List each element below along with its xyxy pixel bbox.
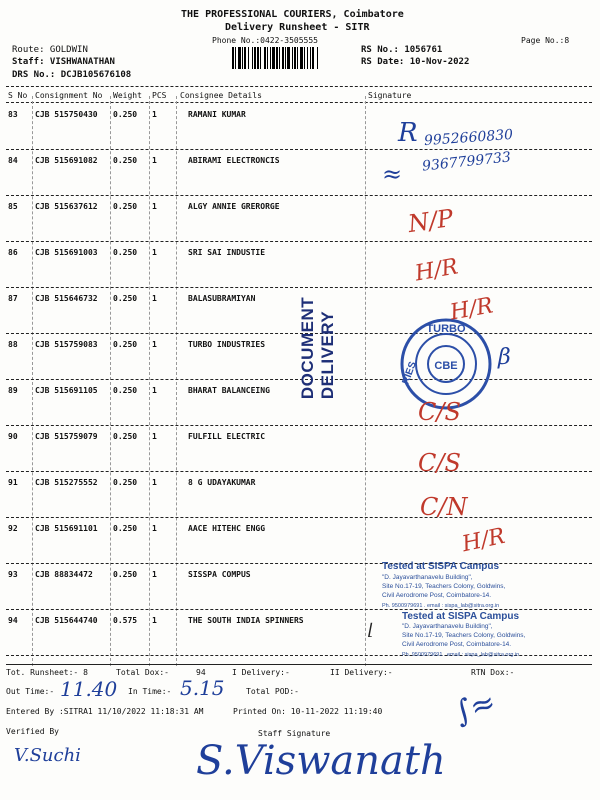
col-consignment: Consignment No [35,91,103,100]
col-consignee: Consignee Details [180,91,262,100]
document-delivery-text: DOCUMENT DELIVERY [298,296,337,400]
row-consignment: CJB 88834472 [35,570,93,579]
row-pcs: 1 [152,110,157,119]
sisspa-stamp2-line3: Civil Aerodrome Post, Coimbatore-14. [402,641,512,648]
row-pcs: 1 [152,386,157,395]
row-divider [6,195,592,196]
row-divider [6,425,592,426]
row-sno: 83 [8,110,18,119]
total-pod: Total POD:- [246,687,299,696]
out-time-value: 11.40 [60,677,118,701]
row-weight: 0.250 [113,202,138,211]
mark-hr-1: H/R [413,254,461,287]
row-weight: 0.575 [113,616,138,625]
mark-hr-2: H/R [448,293,496,326]
row-pcs: 1 [152,294,157,303]
entered-by: Entered By :SITRA1 11/10/2022 11:18:31 AM [6,707,204,716]
handwritten-phone-2: 9367799733 [421,149,512,175]
column-guide [149,96,150,666]
mark-cn: C/N [420,493,468,521]
row-divider [6,287,592,288]
row-weight: 0.250 [113,386,138,395]
row-pcs: 1 [152,478,157,487]
row-consignment: CJB 515750430 [35,110,98,119]
ii-delivery: II Delivery:- [330,668,393,677]
row-pcs: 1 [152,570,157,579]
row-consignee: THE SOUTH INDIA SPINNERS [188,616,304,625]
col-signature: Signature [368,91,412,100]
row-consignee: 8 G UDAYAKUMAR [188,478,256,487]
col-weight: Weight [113,91,142,100]
sisspa-stamp2-line1: "D. Jayavarthanavelu Building", [402,623,493,630]
row-divider [6,609,592,610]
in-time-label: In Time:- [128,687,172,696]
sisspa-stamp-line4: Ph. 9500979691 . email : sispa_lab@sitra.org.in [382,603,500,609]
row-consignee: ABIRAMI ELECTRONCIS [188,156,280,165]
row-consignment: CJB 515644740 [35,616,98,625]
row-consignment: CJB 515275552 [35,478,98,487]
row-weight: 0.250 [113,110,138,119]
column-guide [176,96,177,666]
verified-signature: V.Suchi [14,745,81,766]
sisspa-stamp-line2: Site No.17-19, Teachers Colony, Goldwins, [382,583,506,590]
row-consignment: CJB 515759079 [35,432,98,441]
in-time-value: 5.15 [180,676,225,700]
row-sno: 89 [8,386,18,395]
row-sno: 84 [8,156,18,165]
row-pcs: 1 [152,432,157,441]
sisspa-stamp2-line2: Site No.17-19, Teachers Colony, Goldwins, [402,632,526,639]
col-pcs: PCS [152,91,167,100]
row-sno: 86 [8,248,18,257]
document-title: Delivery Runsheet - SITR [225,22,370,33]
row-consignment: CJB 515637612 [35,202,98,211]
signature-row-88: β [498,345,511,370]
signature-row-83: R [398,118,418,148]
row-weight: 0.250 [113,524,138,533]
row-sno: 93 [8,570,18,579]
row-consignee: BALASUBRAMIYAN [188,294,256,303]
stamp-left-text: RIES [400,360,419,386]
row-consignment: CJB 515691003 [35,248,98,257]
row-weight: 0.250 [113,340,138,349]
row-consignee: SISSPA COMPUS [188,570,251,579]
row-divider [6,563,592,564]
column-guide [110,96,111,666]
barcode-bar [318,47,319,69]
column-guide [365,96,366,666]
row-consignee: FULFILL ELECTRIC [188,432,266,441]
rtn-dox: RTN Dox:- [471,668,515,677]
row-sno: 91 [8,478,18,487]
mark-hr-3: H/R [459,523,508,558]
barcode [232,47,358,69]
row-weight: 0.250 [113,248,138,257]
row-pcs: 1 [152,202,157,211]
row-pcs: 1 [152,524,157,533]
route: Route: GOLDWIN [12,45,88,55]
phone-number: Phone No.:0422-3505555 [212,36,318,45]
row-pcs: 1 [152,340,157,349]
row-weight: 0.250 [113,432,138,441]
drs-number: DRS No.: DCJB105676108 [12,70,132,80]
verified-by: Verified By [6,727,59,736]
sisspa-stamp2-line4: Ph. 9500979691 . email : sispa_lab@sitra.org.in [402,652,520,658]
row-consignment: CJB 515646732 [35,294,98,303]
rs-date: RS Date: 10-Nov-2022 [361,57,470,67]
handwritten-phone-1: 9952660830 [423,126,514,150]
tot-runsheet: Tot. Runsheet:- 8 [6,668,88,677]
row-weight: 0.250 [113,294,138,303]
sisspa-stamp-line3: Civil Aerodrome Post, Coimbatore-14. [382,592,492,599]
out-time-label: Out Time:- [6,687,55,696]
row-divider [6,241,592,242]
row-sno: 94 [8,616,18,625]
mark-cs-2: C/S [418,449,461,477]
row-consignee: RAMANI KUMAR [188,110,246,119]
row-consignment: CJB 515759083 [35,340,98,349]
row-consignee: BHARAT BALANCEING [188,386,270,395]
row-consignee: TURBO INDUSTRIES [188,340,266,349]
printed-on: Printed On: 10-11-2022 11:19:40 [233,707,383,716]
mark-cs-1: C/S [418,398,461,426]
i-delivery: I Delivery:- [232,668,290,677]
column-guide [32,96,33,666]
row-pcs: 1 [152,248,157,257]
page-number: Page No.:8 [521,36,570,45]
signature-row-94: ⌊ [368,620,375,639]
company-title: THE PROFESSIONAL COURIERS, Coimbatore [181,9,404,20]
row-consignment: CJB 515691101 [35,524,98,533]
row-sno: 90 [8,432,18,441]
row-consignment: CJB 515691082 [35,156,98,165]
staff-signature-label: Staff Signature [258,729,331,738]
row-weight: 0.250 [113,570,138,579]
sisspa-stamp2-title: Tested at SISPA Campus [402,611,520,622]
row-consignee: AACE HITEHC ENGG [188,524,266,533]
row-divider [6,471,592,472]
staff-signature: S.Viswanath [196,738,446,784]
right-margin-signature: ∫≈ [450,684,501,731]
document-delivery-stamp [298,258,337,438]
header-bottom-divider [6,102,592,103]
row-consignee: ALGY ANNIE GRERORGE [188,202,280,211]
row-pcs: 1 [152,156,157,165]
total-dox-label: Total Dox:- [116,668,169,677]
row-consignment: CJB 515691105 [35,386,98,395]
row-sno: 85 [8,202,18,211]
header-top-divider [6,86,592,87]
footer-divider [6,664,592,665]
row-weight: 0.250 [113,478,138,487]
row-weight: 0.250 [113,156,138,165]
row-sno: 87 [8,294,18,303]
sisspa-stamp-line1: "D. Jayavarthanavelu Building", [382,574,473,581]
row-divider [6,517,592,518]
rs-number: RS No.: 1056761 [361,45,443,55]
sisspa-stamp-title: Tested at SISPA Campus [382,561,500,572]
signature-row-84: ≈ [382,160,403,188]
row-sno: 92 [8,524,18,533]
staff: Staff: VISHWANATHAN [12,57,115,67]
mark-np: N/P [406,203,455,239]
stamp-center-text: CBE [434,360,458,372]
col-sno: S No [8,91,28,100]
row-pcs: 1 [152,616,157,625]
row-consignee: SRI SAI INDUSTIE [188,248,266,257]
total-dox-value: 94 [196,668,206,677]
row-sno: 88 [8,340,18,349]
stamp-top-text: TURBO [426,323,466,335]
